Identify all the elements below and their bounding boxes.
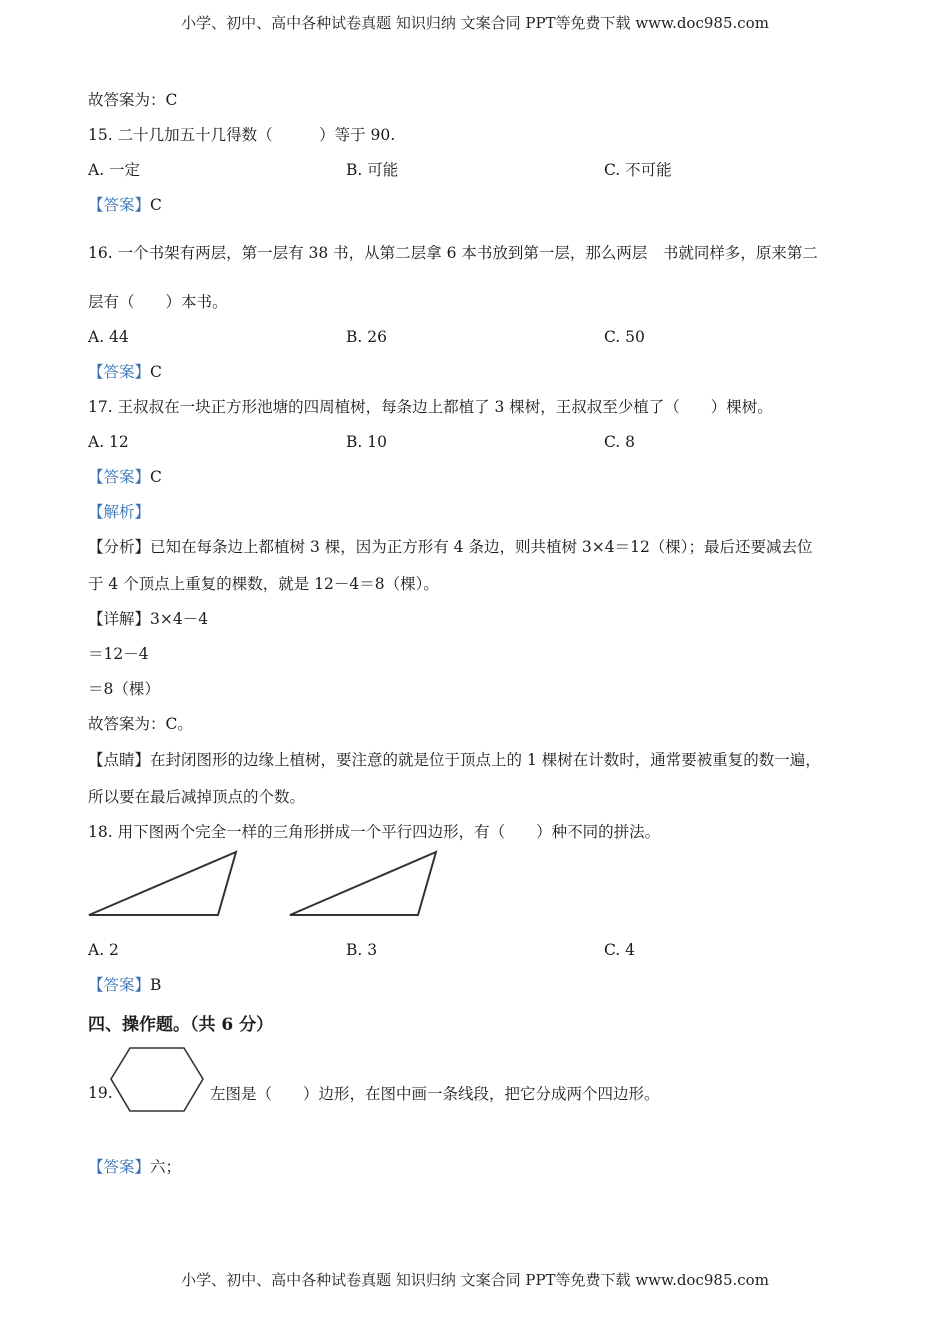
q17-step1: ＝12－4 <box>88 645 149 663</box>
q17-answer <box>88 467 162 487</box>
page-header: 小学、初中、高中各种试卷真题 知识归纳 文案合同 PPT等免费下载 www.doc985.com <box>181 14 769 32</box>
q18-text: 18. 用下图两个完全一样的三角形拼成一个平行四边形，有（ ）种不同的拼法。 <box>88 823 661 841</box>
answer-tag: 【答案】 <box>88 196 151 214</box>
q16-option-b: B. 26 <box>346 328 387 346</box>
q19-number: 19. <box>88 1084 113 1102</box>
q15-option-a: A. 一定 <box>88 161 141 179</box>
q15-text: 15. 二十几加五十几得数（ ）等于 90. <box>88 126 396 144</box>
q17-option-a: A. 12 <box>88 433 129 451</box>
q16-answer <box>88 362 162 382</box>
q17-fenxi-line2: 于 4 个顶点上重复的棵数，就是 12－4＝8（棵）。 <box>88 575 439 593</box>
q15-option-b: B. 可能 <box>346 161 399 179</box>
prev-conclusion: 故答案为：C <box>88 91 178 109</box>
q18-answer-value: B <box>150 976 162 994</box>
q16-answer-value: C <box>150 363 162 381</box>
q15-answer-value: C <box>150 196 162 214</box>
q17-dianjing-line2: 所以要在最后减掉顶点的个数。 <box>88 788 306 806</box>
q17-dianjing-line1: 【点睛】在封闭图形的边缘上植树，要注意的就是位于顶点上的 1 棵树在计数时，通常要被重复的数一遍， <box>88 751 821 769</box>
dianjing-tag: 【点睛】 <box>88 751 151 769</box>
q15-option-c: C. 不可能 <box>604 161 672 179</box>
q18-triangle-1 <box>85 848 245 920</box>
q17-option-c: C. 8 <box>604 433 636 451</box>
q17-fenxi-line1: 【分析】已知在每条边上都植树 3 棵，因为正方形有 4 条边，则共植树 3×4＝12（棵）；最后还要减去位 <box>88 538 813 556</box>
q18-option-c: C. 4 <box>604 941 636 959</box>
answer-tag: 【答案】 <box>88 1158 151 1176</box>
q17-step2: ＝8（棵） <box>88 680 160 698</box>
answer-tag: 【答案】 <box>88 468 151 486</box>
q17-xiangjie: 【详解】3×4－4 <box>88 610 209 628</box>
q19-answer-value: 六； <box>150 1158 182 1176</box>
q18-option-a: A. 2 <box>88 941 119 959</box>
xiangjie-tag: 【详解】 <box>88 610 151 628</box>
q16-option-c: C. 50 <box>604 328 645 346</box>
q17-text: 17. 王叔叔在一块正方形池塘的四周植树，每条边上都植了 3 棵树，王叔叔至少植了（ ）棵树。 <box>88 398 773 416</box>
q18-answer <box>88 975 161 995</box>
q17-conclusion: 故答案为：C。 <box>88 715 193 733</box>
answer-tag: 【答案】 <box>88 363 151 381</box>
section-4-title: 四、操作题。（共 6 分） <box>88 1015 274 1035</box>
q17-option-b: B. 10 <box>346 433 387 451</box>
q16-text-line1: 16. 一个书架有两层，第一层有 38 书，从第二层拿 6 本书放到第一层，那么两层 书就同样多，原来第二 <box>88 244 818 262</box>
q17-analysis-tag: 【解析】 <box>88 503 151 521</box>
q17-answer-value: C <box>150 468 162 486</box>
q19-hexagon <box>108 1045 206 1115</box>
q18-option-b: B. 3 <box>346 941 378 959</box>
answer-tag: 【答案】 <box>88 976 151 994</box>
q15-answer <box>88 195 162 215</box>
q19-answer <box>88 1157 181 1177</box>
page-footer: 小学、初中、高中各种试卷真题 知识归纳 文案合同 PPT等免费下载 www.doc985.com <box>181 1271 769 1289</box>
q16-option-a: A. 44 <box>88 328 129 346</box>
q16-text-line2: 层有（ ）本书。 <box>88 293 228 311</box>
q19-text: 左图是（ ）边形，在图中画一条线段，把它分成两个四边形。 <box>210 1085 660 1103</box>
q18-triangle-2 <box>286 848 446 920</box>
fenxi-tag: 【分析】 <box>88 538 151 556</box>
